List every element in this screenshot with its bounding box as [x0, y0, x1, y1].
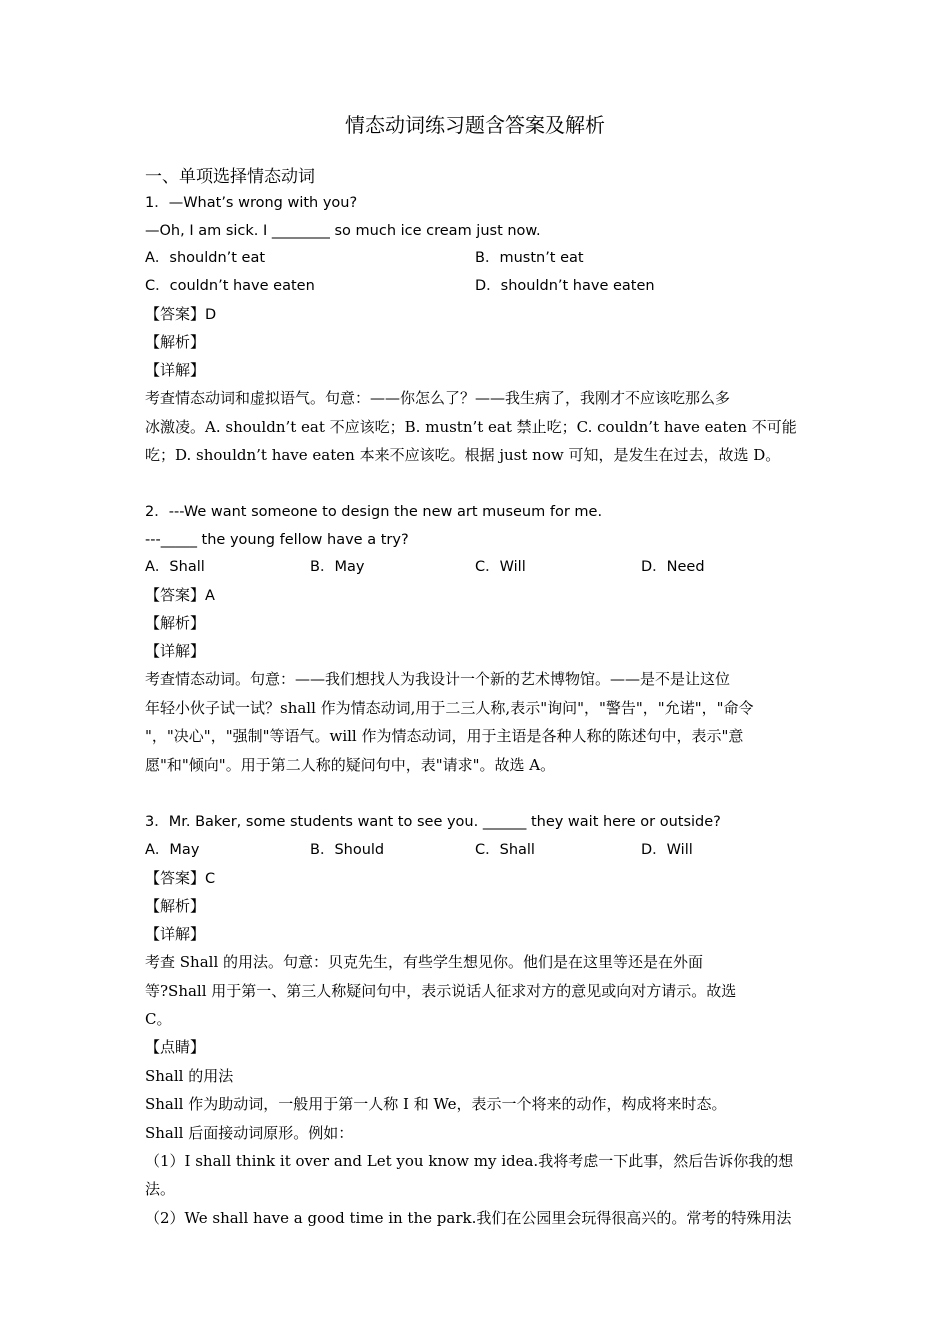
question-3-option-d: D．Will [641, 842, 693, 858]
question-2-option-d: D．Need [641, 559, 705, 575]
question-2-option-a: A．Shall [145, 559, 205, 575]
question-1-line-2: —Oh, I am sick. I ________ so much ice cream just now. [145, 223, 541, 239]
question-2-detail-line-4: 愿"和"倾向"。用于第二人称的疑问句中，表"请求"。故选 A。 [145, 756, 556, 774]
question-3-detail-line-1: 考查 Shall 的用法。句意：贝克先生，有些学生想见你。他们是在这里等还是在外面 [145, 953, 704, 971]
question-3-tip-line-6: （2）We shall have a good time in the park.我们在公园里会玩得很高兴的。常考的特殊用法 [145, 1209, 792, 1227]
question-2-answer [145, 581, 215, 609]
question-3-analysis-label: 【解析】 [145, 897, 206, 915]
question-1-option-d: D．shouldn’t have eaten [475, 278, 655, 294]
question-2-detail-label: 【详解】 [145, 642, 206, 660]
question-1-option-a: A．shouldn’t eat [145, 250, 266, 266]
question-3-option-a: A．May [145, 842, 200, 858]
answer-value: C [205, 871, 216, 887]
question-1-detail-line-2: 冰激凌。A. shouldn’t eat 不应该吃；B. mustn’t eat 禁止吃；C. couldn’t have eaten 不可能 [145, 418, 797, 436]
question-1-option-c: C．couldn’t have eaten [145, 278, 315, 294]
answer-label: 【答案】 [145, 586, 206, 604]
question-3-answer [145, 864, 215, 892]
question-3-tip-line-3: Shall 后面接动词原形。例如： [145, 1124, 354, 1142]
question-3-detail-line-2: 等?Shall 用于第一、第三人称疑问句中，表示说话人征求对方的意见或向对方请示。故选 [145, 982, 737, 1000]
question-1-option-b: B．mustn’t eat [475, 250, 584, 266]
question-2-detail-line-3: "，"决心"，"强制"等语气。will 作为情态动词，用于主语是各种人称的陈述句中，表示"意 [145, 727, 744, 745]
question-2-line-2: ---_____ the young fellow have a try? [145, 532, 409, 548]
question-2-detail-line-1: 考查情态动词。句意：——我们想找人为我设计一个新的艺术博物馆。——是不是让这位 [145, 670, 731, 688]
question-1-detail-label: 【详解】 [145, 361, 206, 379]
question-3-tip-line-1: Shall 的用法 [145, 1067, 234, 1085]
question-2-analysis-label: 【解析】 [145, 614, 206, 632]
question-2-detail-line-2: 年轻小伙子试一试？shall 作为情态动词,用于二三人称,表示"询问"，"警告"，"允诺"，"命令 [145, 699, 754, 717]
question-3-option-b: B．Should [310, 842, 385, 858]
question-1-line-1: 1．—What’s wrong with you? [145, 195, 358, 211]
question-3-detail-line-3: C。 [145, 1010, 172, 1028]
question-3-option-c: C．Shall [475, 842, 535, 858]
question-2-option-b: B．May [310, 559, 365, 575]
document-title: 情态动词练习题含答案及解析 [345, 113, 605, 137]
question-2-option-c: C．Will [475, 559, 526, 575]
answer-label: 【答案】 [145, 305, 206, 323]
answer-label: 【答案】 [145, 869, 206, 887]
question-3-tip-line-2: Shall 作为助动词，一般用于第一人称 I 和 We，表示一个将来的动作，构成将来时态。 [145, 1095, 727, 1113]
question-3-tip-line-5: 法。 [145, 1180, 176, 1198]
question-3-tip-label: 【点睛】 [145, 1038, 206, 1056]
question-1-detail-line-1: 考查情态动词和虚拟语气。句意：——你怎么了？——我生病了，我刚才不应该吃那么多 [145, 389, 731, 407]
section-heading: 一、单项选择情态动词 [145, 167, 315, 187]
answer-value: A [205, 588, 215, 604]
question-2-line-1: 2．---We want someone to design the new art museum for me. [145, 504, 603, 520]
question-1-analysis-label: 【解析】 [145, 333, 206, 351]
question-1-detail-line-3: 吃；D. shouldn’t have eaten 本来不应该吃。根据 just now 可知，是发生在过去，故选 D。 [145, 446, 781, 464]
question-3-detail-label: 【详解】 [145, 925, 206, 943]
question-3-tip-line-4: （1）I shall think it over and Let you know my idea.我将考虑一下此事，然后告诉你我的想 [145, 1152, 794, 1170]
question-3-line-1: 3．Mr. Baker, some students want to see you. ______ they wait here or outside? [145, 814, 721, 830]
question-1-answer [145, 300, 216, 328]
answer-value: D [205, 307, 217, 323]
